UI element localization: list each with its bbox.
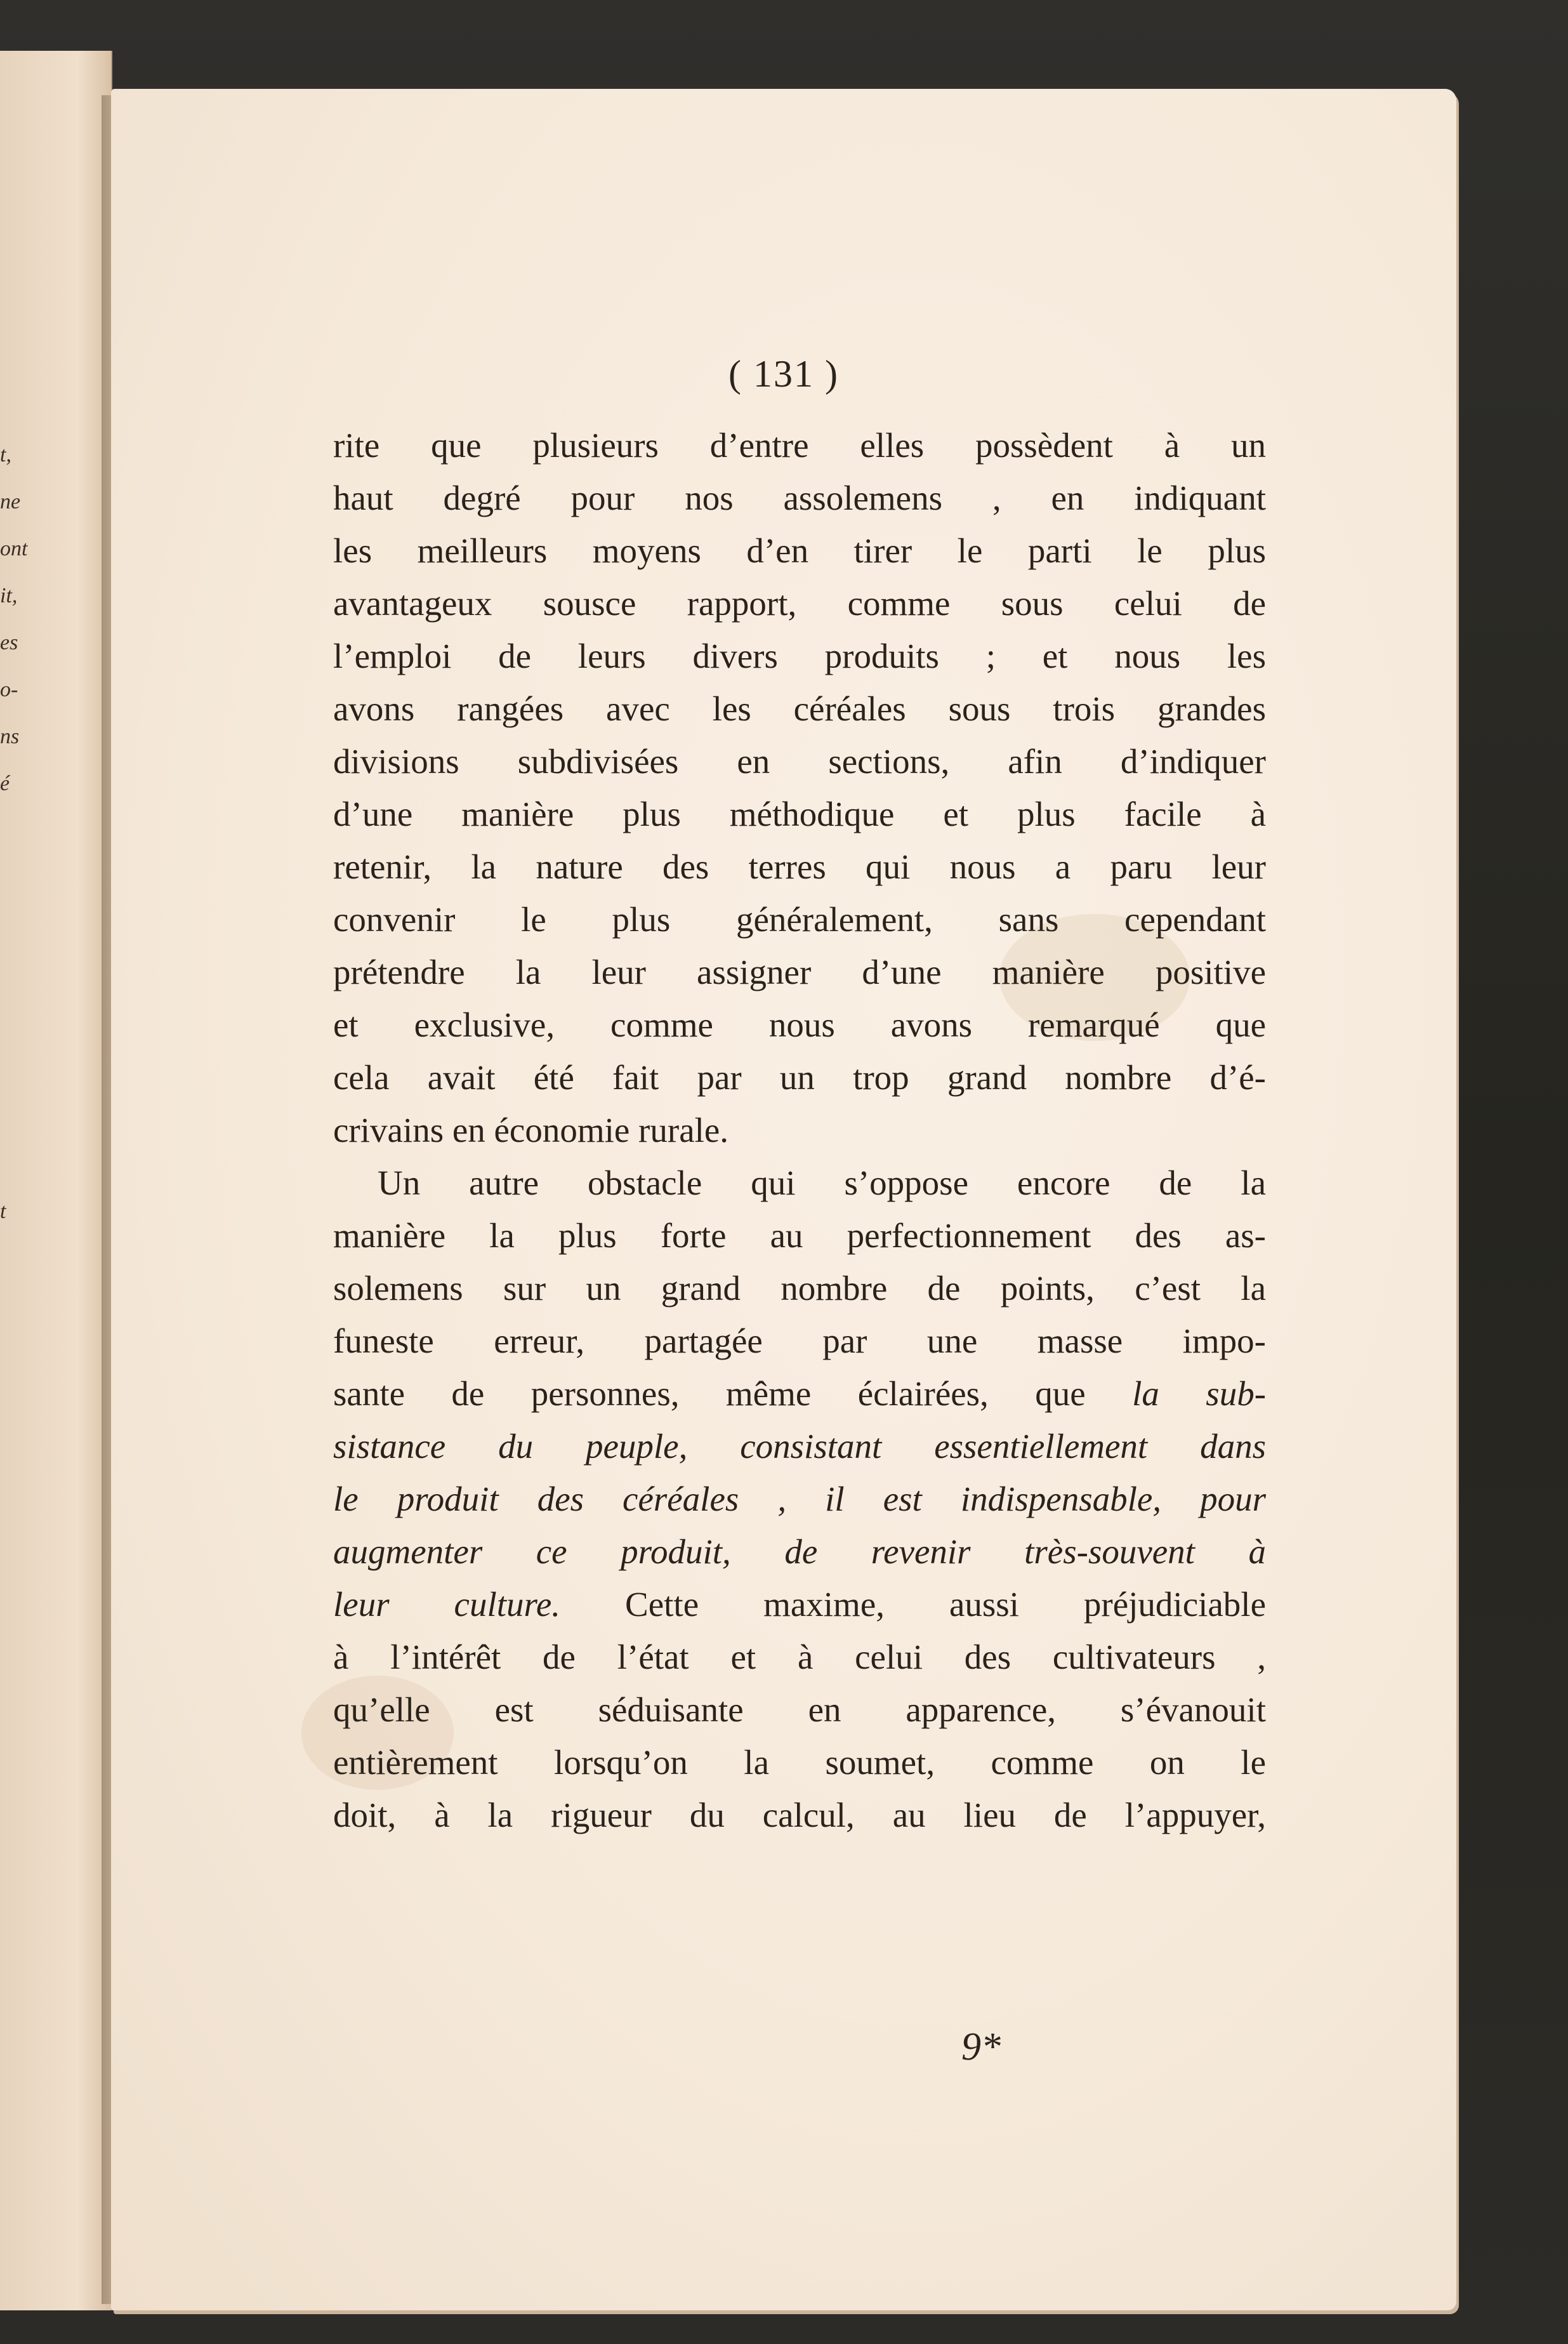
left-page-text-fragments bbox=[0, 432, 28, 1235]
fragment: ont bbox=[0, 537, 28, 560]
italic-segment: la sub- bbox=[1132, 1374, 1267, 1413]
text-line: Un autre obstacle qui s’oppose encore de la bbox=[378, 1163, 1266, 1202]
text-line: divisions subdivisées en sections, afin d’indiquer bbox=[333, 742, 1266, 781]
italic-text-line: sistance du peuple, consistant essentiellement dans bbox=[333, 1427, 1266, 1466]
italic-segment: leur culture. bbox=[333, 1585, 561, 1624]
text-line: manière la plus forte au perfectionnement des as- bbox=[333, 1216, 1266, 1255]
text-line: cela avait été fait par un trop grand nombre d’é- bbox=[333, 1058, 1266, 1097]
text-line: retenir, la nature des terres qui nous a paru leur bbox=[333, 847, 1266, 886]
fragment: t bbox=[0, 1200, 6, 1223]
text-segment: Cette maxime, aussi préjudiciable bbox=[625, 1585, 1266, 1624]
fragment: t, bbox=[0, 443, 11, 467]
text-line: funeste erreur, partagée par une masse impo- bbox=[333, 1321, 1266, 1360]
book-page bbox=[111, 89, 1456, 2310]
text-line: avons rangées avec les céréales sous trois grandes bbox=[333, 689, 1266, 728]
text-line: prétendre la leur assigner d’une manière positive bbox=[333, 953, 1266, 991]
italic-text-line: augmenter ce produit, de revenir très-souvent à bbox=[333, 1532, 1266, 1571]
fragment: es bbox=[0, 631, 18, 654]
text-line: l’emploi de leurs divers produits ; et nous les bbox=[333, 637, 1266, 675]
italic-text-line: le produit des céréales , il est indispensable, pour bbox=[333, 1480, 1266, 1518]
fragment: ns bbox=[0, 725, 20, 748]
text-line: solemens sur un grand nombre de points, c’est la bbox=[333, 1269, 1266, 1308]
text-line: à l’intérêt de l’état et à celui des cultivateurs , bbox=[333, 1638, 1266, 1676]
fragment: it, bbox=[0, 584, 18, 607]
text-line: haut degré pour nos assolemens , en indiquant bbox=[333, 479, 1266, 517]
text-line: qu’elle est séduisante en apparence, s’évanouit bbox=[333, 1690, 1266, 1729]
text-line: et exclusive, comme nous avons remarqué que bbox=[333, 1005, 1266, 1044]
text-line: les meilleurs moyens d’en tirer le parti le plus bbox=[333, 531, 1266, 570]
text-line: rite que plusieurs d’entre elles possèdent à un bbox=[333, 426, 1266, 465]
text-segment: sante de personnes, même éclairées, que bbox=[333, 1374, 1086, 1413]
fragment: ne bbox=[0, 490, 21, 513]
text-line bbox=[333, 1578, 1266, 1631]
fragment: é bbox=[0, 772, 10, 795]
text-line: crivains en économie rurale. bbox=[333, 1111, 729, 1149]
text-line: doit, à la rigueur du calcul, au lieu de l’appuyer, bbox=[333, 1796, 1266, 1834]
text-line: entièrement lorsqu’on la soumet, comme on le bbox=[333, 1743, 1266, 1782]
text-line: convenir le plus généralement, sans cependant bbox=[333, 900, 1266, 939]
left-facing-page bbox=[0, 51, 112, 2310]
fragment: o- bbox=[0, 678, 18, 701]
page-number-header: ( 131 ) bbox=[728, 353, 839, 395]
text-line bbox=[333, 1367, 1266, 1420]
body-text bbox=[333, 419, 1266, 1841]
signature-mark: 9* bbox=[961, 2025, 1001, 2069]
text-line: d’une manière plus méthodique et plus facile à bbox=[333, 795, 1266, 833]
text-line: avantageux sousce rapport, comme sous celui de bbox=[333, 584, 1266, 623]
